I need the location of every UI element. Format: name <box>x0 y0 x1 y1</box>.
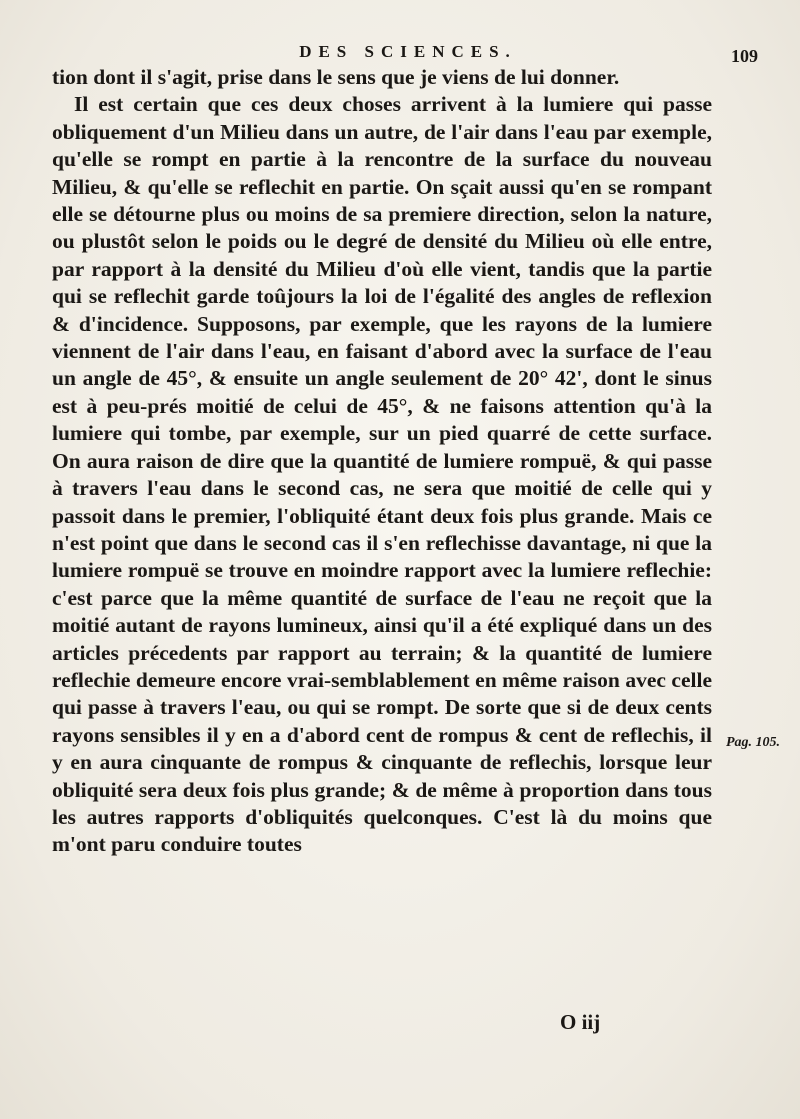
body-text <box>52 64 712 859</box>
margin-note: Pag. 105. <box>726 735 781 750</box>
running-head: DES SCIENCES. <box>299 42 517 61</box>
page-number: 109 <box>731 46 758 66</box>
paragraph-continuation: tion dont il s'agit, prise dans le sens que je viens de lui donner. <box>52 65 620 89</box>
signature-mark: O iij <box>560 1010 601 1034</box>
paragraph: Il est certain que ces deux choses arrivent à la lumiere qui passe obliquement d'un Milieu dans un autre, de l'air dans l'eau par exemple, qu'elle se rompt en partie à la rencontre de la surface du nouveau Milieu, & qu'elle se reflechit en partie. On sçait aussi qu'en se rompant elle se détourne plus ou moins de sa premiere direction, selon la nature, ou plustôt selon le poids ou le degré de densité du Milieu où elle entre, par rapport à la densité du Milieu d'où elle vient, tandis que la partie qui se reflechit garde toûjours la loi de l'égalité des angles de reflexion & d'incidence. Supposons, par exemple, que les rayons de la lumiere viennent de l'air dans l'eau, en faisant d'abord avec la surface de l'eau un angle de 45°, & ensuite un angle seulement de 20° 42', dont le sinus est à peu-prés moitié de celui de 45°, & ne faisons attention qu'à la lumiere qui tombe, par exemple, sur un pied quarré de cette surface. On aura raison de dire que la quantité de lumiere rompuë, & qui passe à travers l'eau dans le second cas, ne sera que moitié de celle qui y passoit dans le premier, l'obliquité étant deux fois plus grande. Mais ce n'est point que dans le second cas il s'en reflechisse davantage, ni que la lumiere rompuë se trouve en moindre rapport avec la lumiere reflechie: c'est parce que la même quantité de surface de l'eau ne reçoit que la moitié autant de rayons lumineux, ainsi qu'il a été expliqué dans un des articles précedents par rapport au terrain; & la quantité de lumiere reflechie demeure encore vrai-semblablement en même raison avec celle qui passe à travers l'eau, ou qui se rompt. De sorte que si de deux cents rayons sensibles il y en a d'abord cent de rompus & cent de reflechis, il y en aura cinquante de rompus & cinquante de reflechis, lorsque leur obliquité sera deux fois plus grande; & de même à proportion dans tous les autres rapports d'obliquités quelconques. C'est là du moins que m'ont paru conduire toutes <box>52 92 712 857</box>
